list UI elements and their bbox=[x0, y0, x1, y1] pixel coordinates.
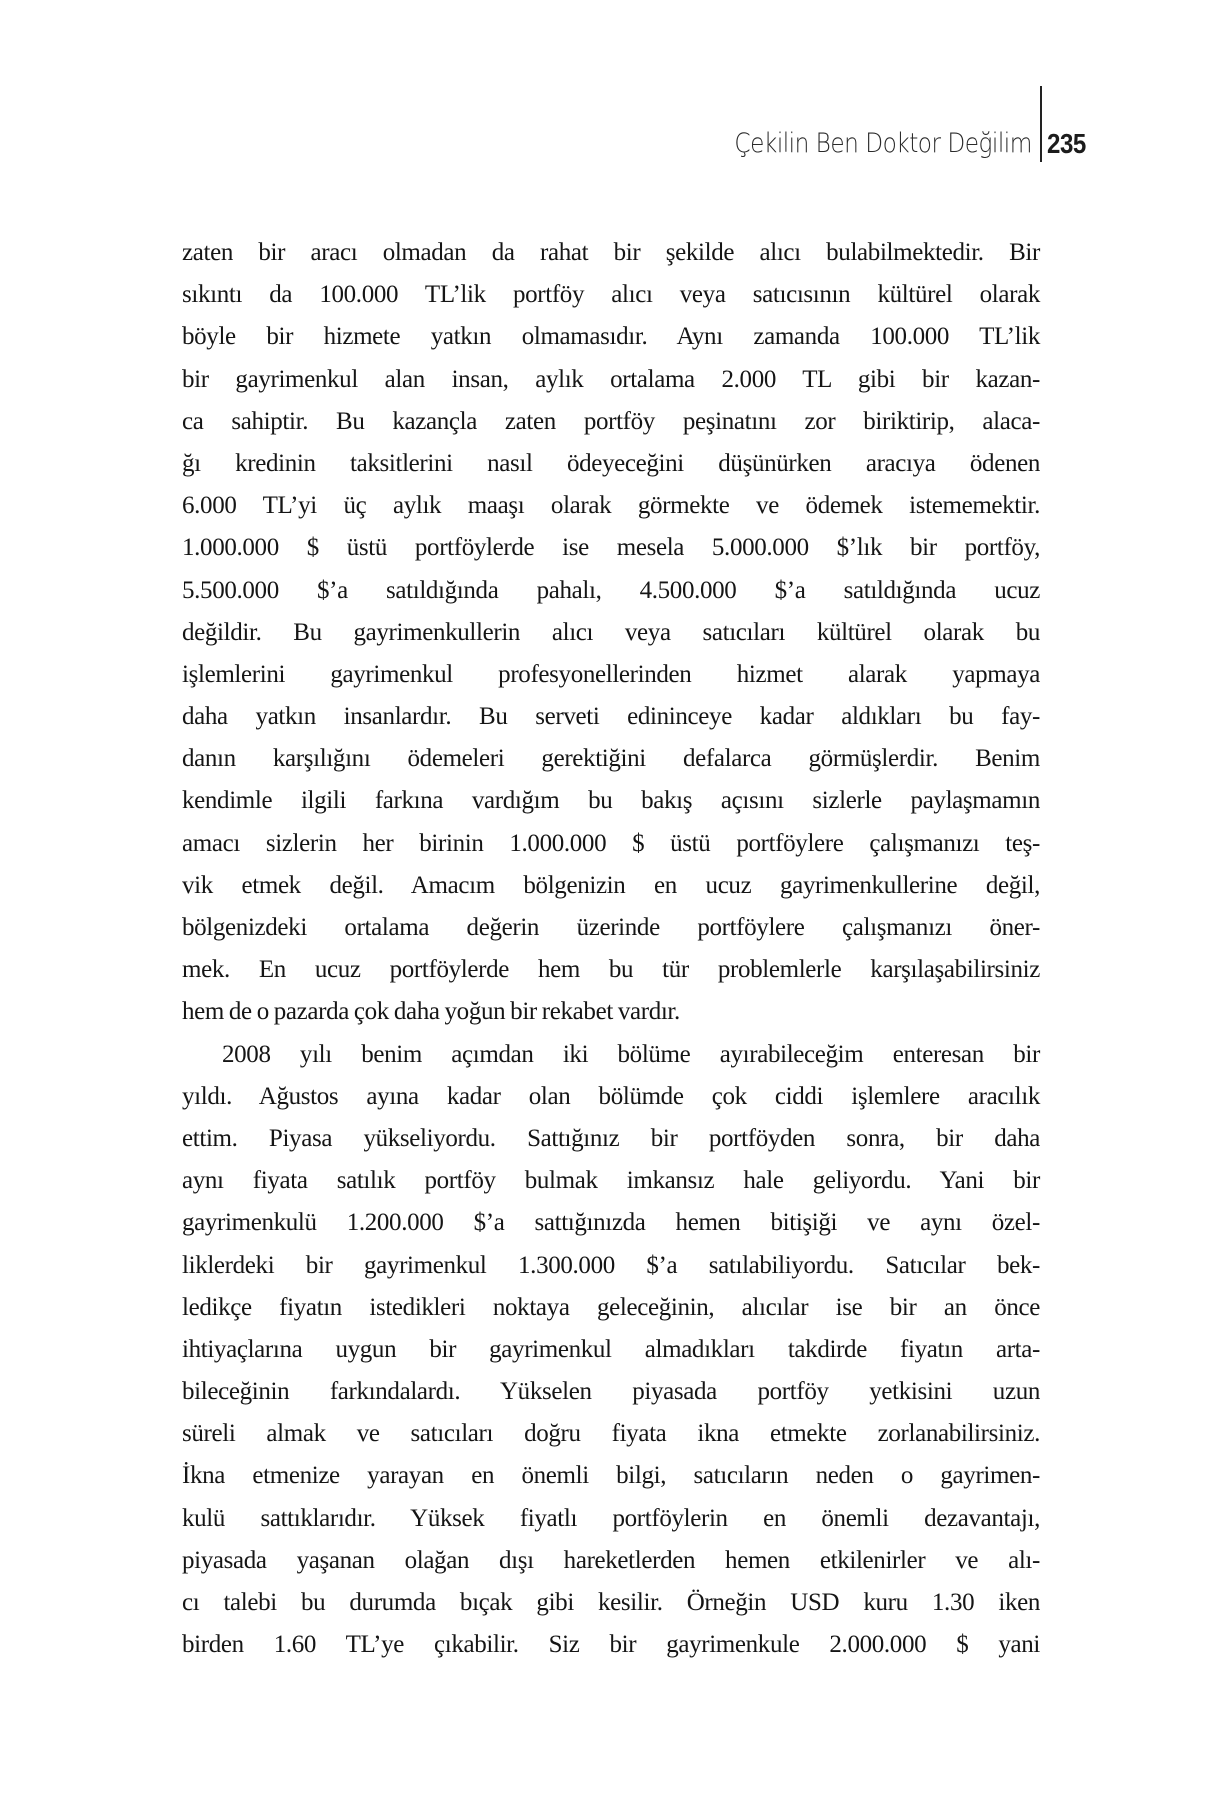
text-line: ca sahiptir. Bu kazançla zaten portföy peşinatını zor biriktirip, alaca- bbox=[182, 407, 1040, 435]
text-line: süreli almak ve satıcıları doğru fiyata ikna etmekte zorlanabilirsiniz. bbox=[182, 1420, 1040, 1448]
text-line: aynı fiyata satılık portföy bulmak imkansız hale geliyordu. Yani bir bbox=[182, 1167, 1040, 1195]
running-title: Çekilin Ben Doktor Değilim bbox=[734, 128, 1032, 159]
text-line: kendimle ilgili farkına vardığım bu bakış açısını sizlerle paylaşmamın bbox=[182, 787, 1040, 815]
text-line: bölgenizdeki ortalama değerin üzerinde portföylere çalışmanızı öner- bbox=[182, 914, 1040, 941]
paragraph-1 bbox=[182, 232, 1040, 1034]
text-line: ihtiyaçlarına uygun bir gayrimenkul almadıkları takdirde fiyatın arta- bbox=[182, 1335, 1040, 1363]
page-number: 235 bbox=[1047, 128, 1086, 159]
paragraph-2 bbox=[182, 1034, 1040, 1667]
text-line: bileceğinin farkındalardı. Yükselen piyasada portföy yetkisini uzun bbox=[182, 1378, 1040, 1406]
header-divider-rule bbox=[1040, 86, 1042, 162]
text-line: piyasada yaşanan olağan dışı hareketlerden hemen etkilenirler ve alı- bbox=[182, 1546, 1040, 1574]
text-line: zaten bir aracı olmadan da rahat bir şekilde alıcı bulabilmektedir. Bir bbox=[182, 239, 1040, 266]
text-line: 5.500.000 $’a satıldığında pahalı, 4.500.000 $’a satıldığında ucuz bbox=[182, 576, 1040, 604]
text-line: mek. En ucuz portföylerde hem bu tür problemlerle karşılaşabilirsiniz bbox=[182, 956, 1040, 984]
text-line: değildir. Bu gayrimenkullerin alıcı veya satıcıları kültürel olarak bu bbox=[182, 618, 1040, 646]
text-line: vik etmek değil. Amacım bölgenizin en ucuz gayrimenkullerine değil, bbox=[182, 871, 1040, 899]
text-line: bir gayrimenkul alan insan, aylık ortalama 2.000 TL gibi bir kazan- bbox=[182, 365, 1040, 393]
text-line: 2008 yılı benim açımdan iki bölüme ayırabileceğim enteresan bir bbox=[222, 1040, 1040, 1068]
text-line: 1.000.000 $ üstü portföylerde ise mesela 5.000.000 $’lık bir portföy, bbox=[182, 534, 1040, 562]
page-body bbox=[182, 232, 1040, 1666]
text-line: işlemlerini gayrimenkul profesyonellerinden hizmet alarak yapmaya bbox=[182, 660, 1040, 688]
text-line: ğı kredinin taksitlerini nasıl ödeyeceğini düşünürken aracıya ödenen bbox=[182, 449, 1040, 477]
text-line: sıkıntı da 100.000 TL’lik portföy alıcı veya satıcısının kültürel olarak bbox=[182, 281, 1040, 309]
running-header bbox=[0, 86, 1221, 166]
text-line: liklerdeki bir gayrimenkul 1.300.000 $’a satılabiliyordu. Satıcılar bek- bbox=[182, 1251, 1040, 1279]
text-line: yıldı. Ağustos ayına kadar olan bölümde çok ciddi işlemlere aracılık bbox=[182, 1082, 1040, 1110]
text-line: daha yatkın insanlardır. Bu serveti edininceye kadar aldıkları bu fay- bbox=[182, 703, 1040, 731]
text-line: birden 1.60 TL’ye çıkabilir. Siz bir gayrimenkule 2.000.000 $ yani bbox=[182, 1631, 1040, 1659]
text-line: danın karşılığını ödemeleri gerektiğini defalarca görmüşlerdir. Benim bbox=[182, 745, 1040, 773]
text-line: İkna etmenize yarayan en önemli bilgi, satıcıların neden o gayrimen- bbox=[182, 1462, 1040, 1490]
text-line: ettim. Piyasa yükseliyordu. Sattığınız bir portföyden sonra, bir daha bbox=[182, 1124, 1040, 1152]
text-line: hem de o pazarda çok daha yoğun bir rekabet vardır. bbox=[182, 998, 680, 1026]
text-line: kulü sattıklarıdır. Yüksek fiyatlı portföylerin en önemli dezavantajı, bbox=[182, 1504, 1040, 1532]
text-line: 6.000 TL’yi üç aylık maaşı olarak görmekte ve ödemek istememektir. bbox=[182, 492, 1040, 520]
text-line: cı talebi bu durumda bıçak gibi kesilir. Örneğin USD kuru 1.30 iken bbox=[182, 1589, 1040, 1616]
text-line: amacı sizlerin her birinin 1.000.000 $ üstü portföylere çalışmanızı teş- bbox=[182, 829, 1040, 857]
text-line: böyle bir hizmete yatkın olmamasıdır. Aynı zamanda 100.000 TL’lik bbox=[182, 323, 1040, 351]
text-line: gayrimenkulü 1.200.000 $’a sattığınızda hemen bitişiği ve aynı özel- bbox=[182, 1209, 1040, 1237]
text-line: ledikçe fiyatın istedikleri noktaya geleceğinin, alıcılar ise bir an önce bbox=[182, 1293, 1040, 1321]
